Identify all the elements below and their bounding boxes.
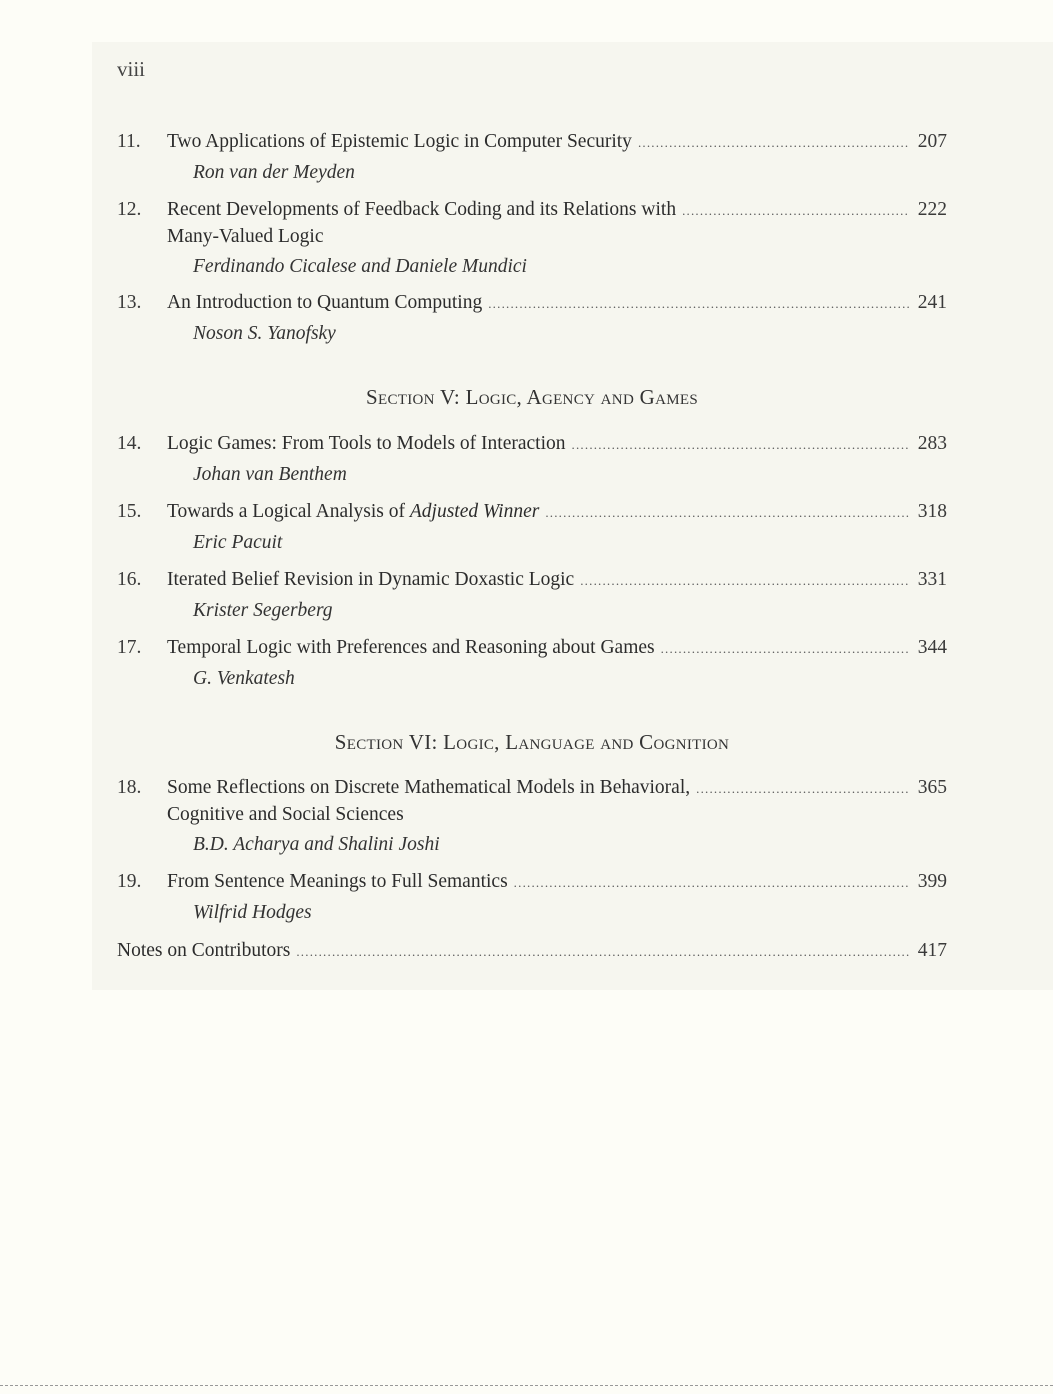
- chapter-title: Recent Developments of Feedback Coding and its Relations with: [167, 199, 677, 220]
- leader-dots: [580, 568, 909, 594]
- chapter-number: 14.: [117, 433, 142, 454]
- scan-edge-rule: [0, 1385, 1053, 1386]
- chapter-title: Some Reflections on Discrete Mathematical Models in Behavioral,: [167, 777, 691, 798]
- chapter-author: B.D. Acharya and Shalini Joshi: [193, 834, 440, 855]
- chapter-author: Ron van der Meyden: [193, 162, 355, 183]
- toc-entry[interactable]: [117, 129, 947, 187]
- toc-entry[interactable]: [117, 431, 947, 489]
- toc-entry[interactable]: [117, 567, 947, 625]
- chapter-number: 13.: [117, 292, 142, 313]
- chapter-number: 16.: [117, 569, 142, 590]
- page-ref: 417: [917, 940, 947, 961]
- page-ref: 344: [917, 637, 947, 658]
- page-ref: 241: [917, 292, 947, 313]
- chapter-author: Ferdinando Cicalese and Daniele Mundici: [193, 256, 527, 277]
- chapter-number: 19.: [117, 871, 142, 892]
- chapter-author: Johan van Benthem: [193, 464, 347, 485]
- chapter-title-continued: Many-Valued Logic: [167, 226, 324, 247]
- toc-entry[interactable]: [117, 499, 947, 557]
- page-ref: 399: [917, 871, 947, 892]
- leader-dots: [696, 776, 909, 802]
- leader-dots: [572, 432, 909, 458]
- leader-dots: [296, 939, 909, 965]
- chapter-title: Iterated Belief Revision in Dynamic Doxastic Logic: [167, 569, 575, 590]
- section-heading: Section V: Logic, Agency and Games: [366, 385, 698, 409]
- chapter-number: 18.: [117, 777, 142, 798]
- toc-entry[interactable]: [117, 869, 947, 927]
- toc-entry[interactable]: [117, 775, 947, 859]
- leader-dots: [638, 130, 909, 156]
- chapter-author: G. Venkatesh: [193, 668, 295, 689]
- page-ref: 207: [917, 131, 947, 152]
- chapter-author: Krister Segerberg: [193, 600, 333, 621]
- page-number: viii: [117, 57, 146, 81]
- chapter-title: Temporal Logic with Preferences and Reasoning about Games: [167, 637, 655, 658]
- toc-entry[interactable]: [117, 290, 947, 348]
- page-ref: 331: [917, 569, 947, 590]
- chapter-title: An Introduction to Quantum Computing: [167, 292, 483, 313]
- chapter-title: Towards a Logical Analysis of Adjusted Winner: [167, 501, 540, 522]
- page-ref: 365: [917, 777, 947, 798]
- toc-entry-notes[interactable]: [117, 938, 947, 965]
- chapter-title-emphasis: Adjusted Winner: [409, 501, 540, 522]
- section-heading: Section VI: Logic, Language and Cognition: [334, 730, 730, 754]
- chapter-number: 12.: [117, 199, 142, 220]
- chapter-title: From Sentence Meanings to Full Semantics: [167, 871, 508, 892]
- chapter-author: Noson S. Yanofsky: [193, 323, 336, 344]
- chapter-author: Wilfrid Hodges: [193, 902, 312, 923]
- leader-dots: [682, 198, 909, 224]
- toc-entry[interactable]: [117, 635, 947, 693]
- leader-dots: [488, 291, 909, 317]
- page-ref: 283: [917, 433, 947, 454]
- chapter-author: Eric Pacuit: [193, 532, 283, 553]
- chapter-number: 17.: [117, 637, 142, 658]
- leader-dots: [514, 870, 909, 896]
- toc-entry[interactable]: [117, 197, 947, 281]
- chapter-title: Logic Games: From Tools to Models of Interaction: [167, 433, 566, 454]
- page-ref: 318: [917, 501, 947, 522]
- notes-title: Notes on Contributors: [117, 940, 291, 961]
- leader-dots: [661, 636, 909, 662]
- leader-dots: [545, 500, 909, 526]
- chapter-number: 11.: [117, 131, 141, 152]
- chapter-title: Two Applications of Epistemic Logic in Computer Security: [167, 131, 632, 152]
- chapter-number: 15.: [117, 501, 142, 522]
- chapter-title-continued: Cognitive and Social Sciences: [167, 804, 404, 825]
- page-ref: 222: [917, 199, 947, 220]
